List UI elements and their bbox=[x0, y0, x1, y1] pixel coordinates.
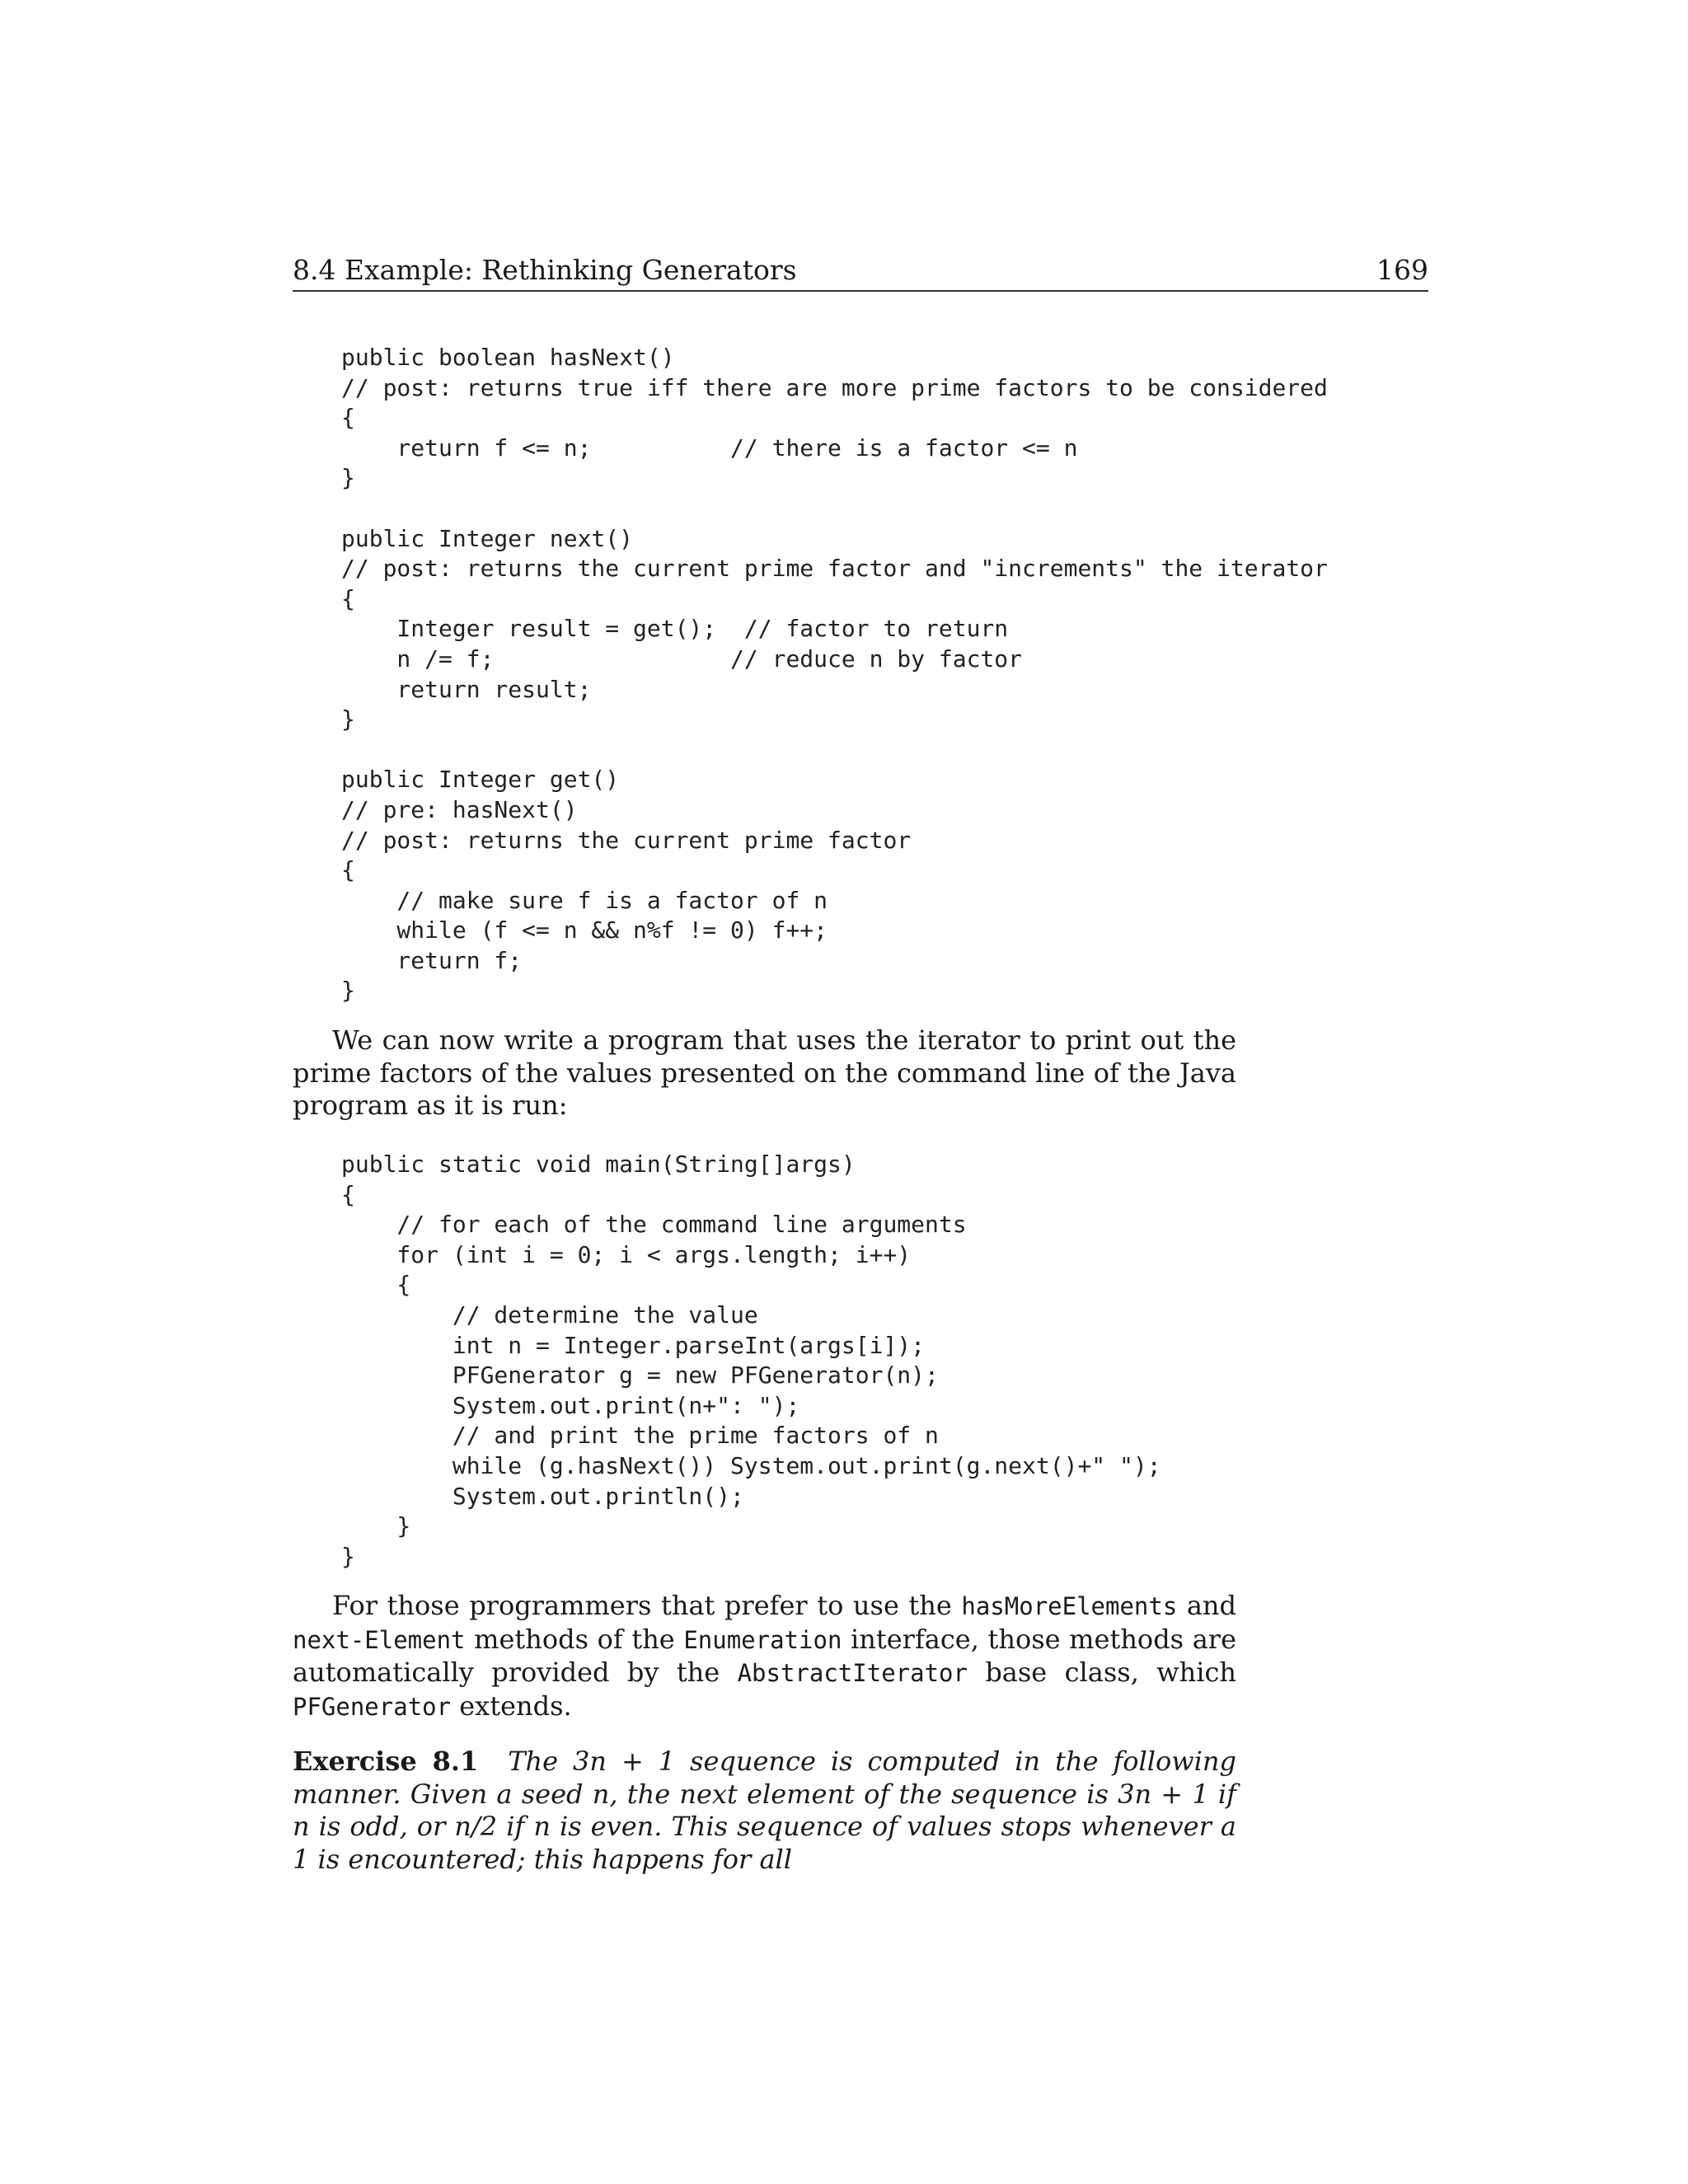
exercise-text: The 3n + 1 sequence is computed in the following manner. Given a seed n, the next element of the sequence is 3n + 1 if n is odd, or n/2 if n is even. This sequence of values stops whenever a 1 is encountered; this happens for all bbox=[293, 1746, 1237, 1875]
text-run: extends. bbox=[451, 1690, 572, 1722]
text-run: For those programmers that prefer to use the bbox=[332, 1590, 962, 1621]
section-title: 8.4 Example: Rethinking Generators bbox=[293, 254, 797, 286]
code-term-hasmoreelements: hasMoreElements bbox=[961, 1592, 1178, 1620]
code-term-enumeration: Enumeration bbox=[683, 1625, 842, 1654]
code-term-nextelement: next-Element bbox=[293, 1625, 466, 1654]
code-term-pfgenerator: PFGenerator bbox=[293, 1692, 452, 1721]
page-number: 169 bbox=[1376, 254, 1428, 286]
code-block-iterator-methods: public boolean hasNext() // post: returns true iff there are more prime factors to be considered { return f <= n; // there is a factor <= n } public Integer next() // post: returns the current prime factor and "increments" the iterator { Integer result = get(); // factor to return n /= f; // reduce n by factor return result; } public Integer get() // pre: hasNext() // post: returns the current prime factor { // make sure f is a factor of n while (f <= n && n%f != 0) f++; return f; } bbox=[341, 344, 1328, 1005]
code-block-main-method: public static void main(String[]args) { // for each of the command line arguments for (int i = 0; i < args.length; i++) { // determine the value int n = Integer.parseInt(args[i]); PFGenerator g = new PFGenerator(n); System.out.print(n+": "); // and print the prime factors of n while (g.hasNext()) System.out.print(g.next()+" "); System.out.println(); } } bbox=[341, 1151, 1161, 1570]
text-run: and bbox=[1177, 1590, 1237, 1621]
text-run: interface, those methods are automatically provided by the bbox=[293, 1623, 1237, 1688]
code-term-abstractiterator: AbstractIterator bbox=[737, 1659, 968, 1687]
paragraph-text: We can now write a program that uses the iterator to print out the prime factors of the values presented on the command line of the Java program as it is run: bbox=[293, 1024, 1236, 1121]
running-header bbox=[293, 254, 1428, 292]
text-run: methods of the bbox=[465, 1623, 684, 1655]
paragraph-enumeration-note bbox=[293, 1590, 1236, 1723]
exercise-label: Exercise 8.1 bbox=[293, 1746, 479, 1777]
paragraph-program-intro bbox=[293, 1024, 1236, 1122]
exercise-8-1 bbox=[293, 1746, 1236, 1876]
text-run: base class, which bbox=[967, 1657, 1237, 1688]
